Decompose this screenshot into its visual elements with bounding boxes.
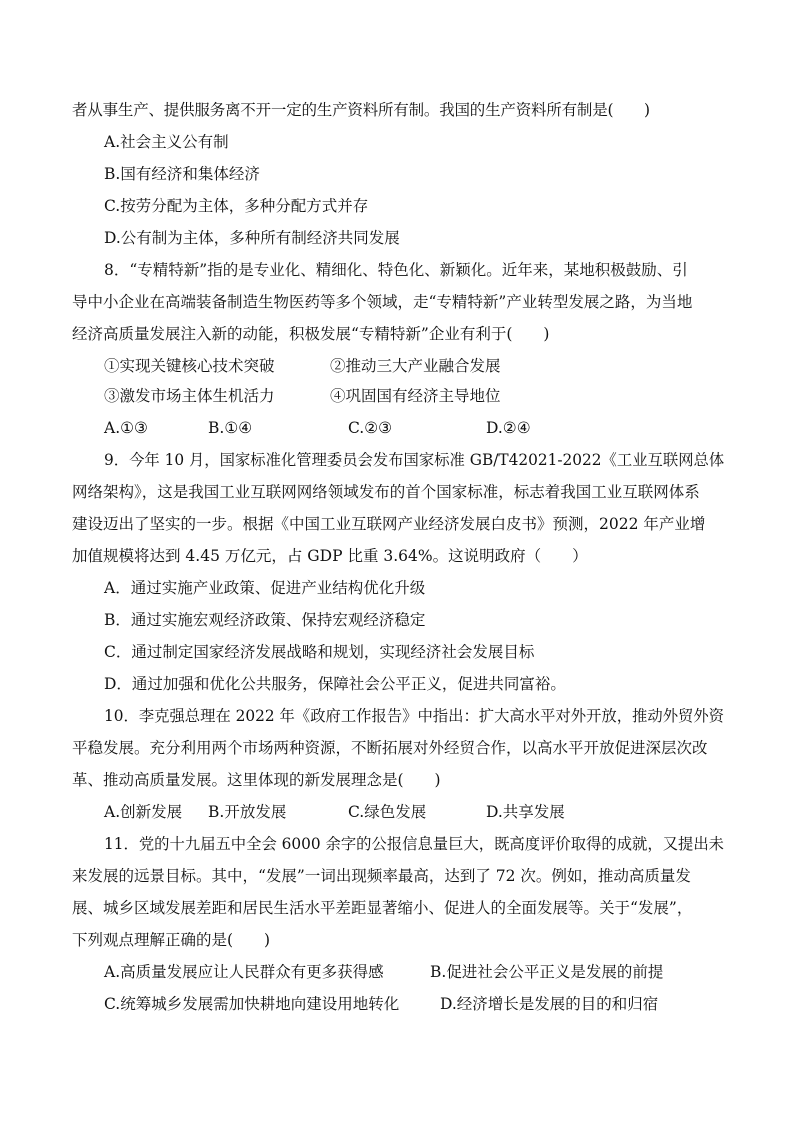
q7-option-a: A.社会主义公有制 [104,133,229,151]
q11-option-c: C.统筹城乡发展需加快耕地向建设用地转化 [104,995,400,1013]
q9-option-d: D．通过加强和优化公共服务，保障社会公平正义，促进共同富裕。 [104,675,566,693]
q7-stem: 者从事生产、提供服务离不开一定的生产资料所有制。我国的生产资料所有制是( ) [72,101,650,119]
q10-option-d: D.共享发展 [486,803,565,821]
q11-stem-line-4: 下列观点理解正确的是( ) [72,931,271,949]
q8-option-b: B.①④ [208,419,253,437]
q9-stem-line-3: 建设迈出了坚实的一步。根据《中国工业互联网产业经济发展白皮书》预测，2022 年产业增 [72,515,706,533]
q8-item-1: ①实现关键核心技术突破 [104,357,275,375]
q10-option-a: A.创新发展 [104,803,183,821]
q8-item-2: ②推动三大产业融合发展 [330,357,501,375]
q8-stem-line-1: 8．“专精特新”指的是专业化、精细化、特色化、新颖化。近年来，某地积极鼓励、引 [104,261,688,279]
q10-stem-line-3: 革、推动高质量发展。这里体现的新发展理念是( ) [72,771,441,789]
q8-item-3: ③激发市场主体生机活力 [104,387,275,405]
q11-option-a: A.高质量发展应让人民群众有更多获得感 [104,963,384,981]
q11-stem-line-1: 11．党的十九届五中全会 6000 余字的公报信息量巨大，既高度评价取得的成就，又提出未 [104,835,725,853]
q8-item-4: ④巩固国有经济主导地位 [330,387,501,405]
q11-stem-line-2: 来发展的远景目标。其中，“发展”一词出现频率最高，达到了 72 次。例如，推动高质量发 [72,867,691,885]
q11-stem-line-3: 展、城乡区域发展差距和居民生活水平差距显著缩小、促进人的全面发展等。关于“发展”， [72,899,693,917]
q7-option-c: C.按劳分配为主体，多种分配方式并存 [104,197,369,215]
q9-option-a: A．通过实施产业政策、促进产业结构优化升级 [104,579,426,597]
q9-stem-line-1: 9．今年 10 月，国家标准化管理委员会发布国家标准 GB/T42021-2022《工业互联网总体 [104,451,725,469]
q8-option-c: C.②③ [348,419,393,437]
q8-option-d: D.②④ [486,419,531,437]
q10-stem-line-2: 平稳发展。充分利用两个市场两种资源，不断拓展对外经贸合作，以高水平开放促进深层次改 [72,739,708,757]
q11-option-b: B.促进社会公平正义是发展的前提 [430,963,664,981]
q8-stem-line-3: 经济高质量发展注入新的动能，积极发展“专精特新”企业有利于( ) [72,325,550,343]
q11-option-d: D.经济增长是发展的目的和归宿 [440,995,659,1013]
q10-stem-line-1: 10．李克强总理在 2022 年《政府工作报告》中指出：扩大高水平对外开放，推动外贸外资 [104,707,725,725]
q7-option-d: D.公有制为主体，多种所有制经济共同发展 [104,229,400,247]
q10-option-c: C.绿色发展 [348,803,427,821]
q10-option-b: B.开放发展 [208,803,287,821]
q9-stem-line-4: 加值规模将达到 4.45 万亿元，占 GDP 比重 3.64%。这说明政府（ ） [72,547,588,565]
q9-option-c: C．通过制定国家经济发展战略和规划，实现经济社会发展目标 [104,643,535,661]
q7-option-b: B.国有经济和集体经济 [104,165,260,183]
q9-stem-line-2: 网络架构》，这是我国工业互联网网络领域发布的首个国家标准，标志着我国工业互联网体系 [72,483,700,501]
q8-option-a: A.①③ [104,419,148,437]
q8-stem-line-2: 导中小企业在高端装备制造生物医药等多个领域，走“专精特新”产业转型发展之路，为当地 [72,293,693,311]
q9-option-b: B．通过实施宏观经济政策、保持宏观经济稳定 [104,611,426,629]
